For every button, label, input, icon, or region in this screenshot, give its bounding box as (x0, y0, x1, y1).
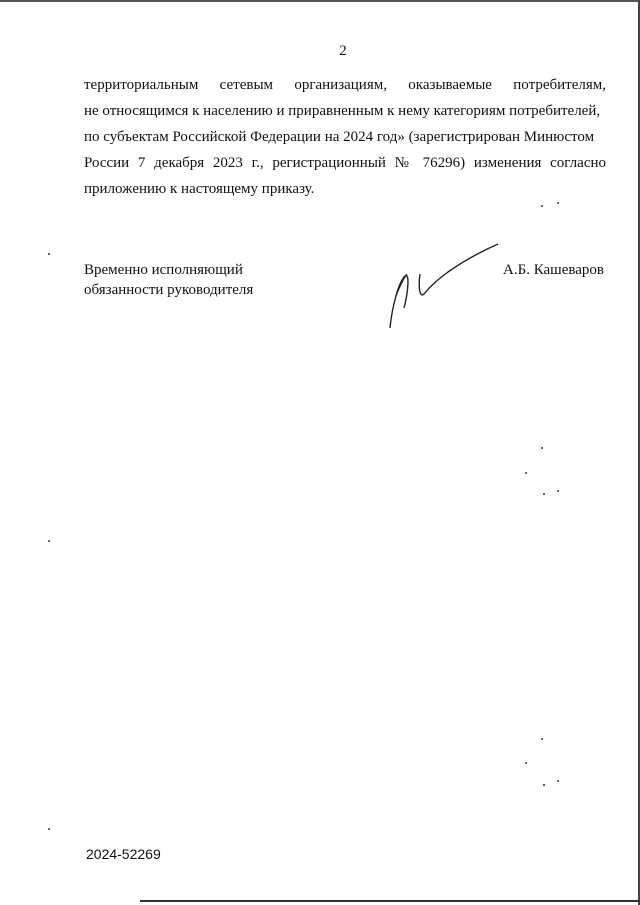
body-line: территориальным сетевым организациям, оказываемые потребителям, (84, 77, 606, 93)
scan-speck (525, 762, 527, 764)
handwritten-signature (380, 238, 510, 338)
document-number: 2024-52269 (86, 846, 161, 862)
page-border-bottom (140, 900, 640, 902)
signature-stroke (390, 276, 408, 328)
scan-speck (557, 780, 559, 782)
signer-title-line: обязанности руководителя (84, 282, 254, 298)
scan-speck (48, 828, 50, 830)
body-paragraph (84, 72, 606, 202)
scan-speck (557, 490, 559, 492)
page-border-top (0, 0, 640, 2)
signer-name: А.Б. Кашеваров (503, 262, 604, 278)
body-line: по субъектам Российской Федерации на 2024 год» (зарегистрирован Минюстом (84, 129, 595, 145)
page-number: 2 (339, 43, 347, 59)
signature-stroke (396, 274, 407, 296)
scan-speck (541, 738, 543, 740)
signer-title-line: Временно исполняющий (84, 262, 243, 278)
scan-speck (541, 447, 543, 449)
body-line: России 7 декабря 2023 г., регистрационный № 76296) изменения согласно (84, 155, 606, 171)
body-line: приложению к настоящему приказу. (84, 181, 315, 197)
scan-speck (48, 253, 50, 255)
signature-stroke (419, 244, 498, 295)
scan-speck (525, 472, 527, 474)
scan-speck (48, 540, 50, 542)
scan-speck (543, 784, 545, 786)
body-line: не относящимся к населению и приравненным к нему категориям потребителей, (84, 103, 601, 119)
scan-speck (541, 205, 543, 207)
scan-speck (543, 493, 545, 495)
signer-title (84, 260, 253, 300)
scan-speck (557, 202, 559, 204)
